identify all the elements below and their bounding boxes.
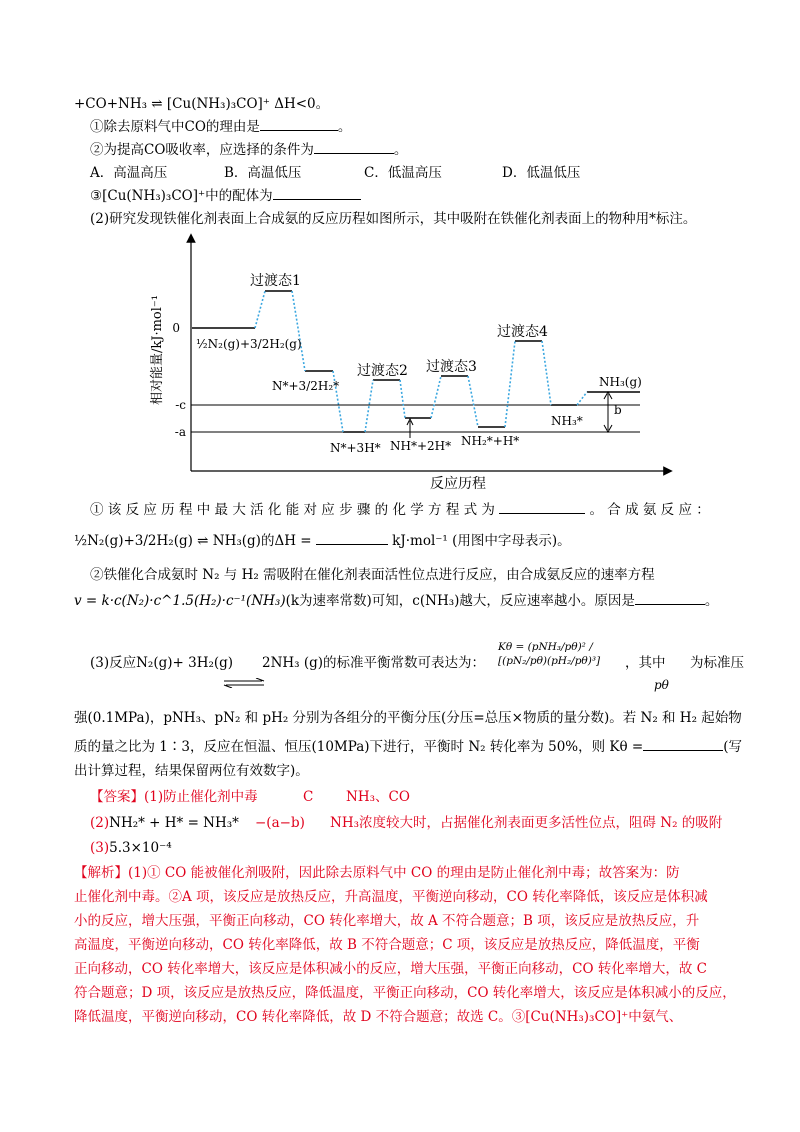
b-label: b — [614, 403, 622, 417]
q2-item1 — [90, 501, 710, 519]
ts-label-1: 过渡态1 — [250, 273, 301, 289]
q1-item1 — [90, 118, 351, 136]
q3-line3 — [74, 738, 742, 756]
q1-item2-text: ②为提高CO吸收率，应选择的条件为 — [90, 142, 314, 158]
answer-2b: −(a−b) — [255, 815, 305, 831]
species-1: N*+3/2H₂* — [272, 379, 340, 393]
p-theta: pθ — [654, 678, 669, 692]
q1-item1-end: 。 — [337, 119, 352, 135]
q3-line1b: 2NH₃ (g)的标准平衡常数可表达为： — [262, 655, 486, 671]
answer-1: (1)防止催化剂中毒 — [144, 789, 258, 805]
q1-item2 — [90, 141, 407, 159]
q2-item2-cont — [74, 592, 718, 610]
species-5: NH₃* — [551, 414, 583, 428]
answer-line3 — [90, 839, 172, 857]
answer-blank[interactable] — [273, 187, 361, 200]
q1-item3 — [90, 187, 361, 205]
analysis-line: 正向移动，CO 转化率增大，该反应是体积减小的反应，增大压强，平衡正向移动，CO 转化率增大，故 C — [74, 961, 707, 977]
q2-item2-end: 。 — [704, 593, 719, 609]
q2-eq: ½N₂(g)+3/2H₂(g) ⇌ NH₃(g) — [74, 533, 261, 549]
q2-unit: kJ·mol⁻¹ (用图中字母表示)。 — [392, 533, 571, 549]
q2-item2: ②铁催化合成氨时 N₂ 与 H₂ 需吸附在催化剂表面活性位点进行反应，由合成氨反应的速率方程 — [90, 567, 655, 583]
k-expression-text: Kθ = (pNH₃/pθ)² / [(pN₂/pθ)(pH₂/pθ)³] — [498, 641, 601, 667]
option-b: B．高温低压 — [224, 165, 302, 181]
q2-item1-text: ① 该 反 应 历 程 中 最 大 活 化 能 对 应 步 骤 的 化 学 方 程 式 为 — [90, 502, 495, 518]
q3-line2: 强(0.1MPa)，pNH₃、pN₂ 和 pH₂ 分别为各组分的平衡分压(分压=总压×物质的量分数)。若 N₂ 和 H₂ 起始物 — [74, 710, 742, 726]
q3-line3-text: 质的量之比为 1∶3，反应在恒温、恒压(10MPa)下进行，平衡时 N₂ 转化率为 50%，则 Kθ = — [74, 739, 644, 755]
species-4: NH₂*+H* — [461, 434, 520, 448]
answer-2-eq: NH₂* + H* = NH₃* — [109, 815, 239, 831]
q2-item1-tail: 。 合 成 氨 反 应 ： — [589, 502, 710, 518]
q2-item2-text: (k为速率常数)可知，c(NH₃)越大，反应速率越小。原因是 — [285, 593, 635, 609]
species-6: NH₃(g) — [599, 375, 642, 389]
ts-label-2: 过渡态2 — [357, 363, 408, 379]
species-start: ½N₂(g)+3/2H₂(g) — [196, 337, 302, 351]
answer-blank[interactable] — [316, 532, 388, 545]
analysis-line: 降低温度，平衡逆向移动，CO 转化率降低，故 D 不符合题意；故选 C。③[Cu(NH₃)₃CO]⁺中氨气、 — [74, 1009, 683, 1025]
answer-3-value: 5.3×10⁻⁴ — [109, 840, 172, 856]
answer-2c: NH₃浓度较大时，占据催化剂表面更多活性位点，阻碍 N₂ 的吸附 — [330, 815, 723, 831]
option-a: A．高温高压 — [90, 165, 168, 181]
q3-line1d: 为标准压 — [690, 655, 744, 671]
answer-3-prefix: (3) — [90, 840, 110, 856]
q2-item1-cont — [74, 532, 571, 550]
answer-line2 — [90, 814, 740, 832]
answer-blank[interactable] — [314, 141, 394, 154]
analysis-line: 【解析】(1)① CO 能被催化剂吸附，因此除去原料气中 CO 的理由是防止催化剂中毒；故答案为：防 — [74, 865, 680, 881]
q3-line3-end: (写 — [723, 739, 743, 755]
tick-0: 0 — [172, 321, 180, 335]
q2-dh: 的ΔH = — [260, 533, 312, 549]
analysis-line: 符合题意；D 项，该反应是放热反应，降低温度，平衡正向移动，CO 转化率增大，该反应是体积减小的反应， — [74, 985, 736, 1001]
q1-item3-text: ③[Cu(NH₃)₃CO]⁺中的配体为 — [90, 188, 273, 204]
analysis-line: 止催化剂中毒。②A 项，该反应是放热反应，升高温度，平衡逆向移动，CO 转化率降低，该反应是体积减 — [74, 889, 708, 905]
answer-line1 — [90, 788, 730, 806]
equilibrium-arrow — [222, 678, 268, 688]
tick-a: -a — [174, 425, 186, 439]
y-axis-label: 相对能量/kJ·mol⁻¹ — [150, 295, 165, 405]
k-expression — [498, 640, 622, 698]
energy-diagram — [0, 228, 800, 496]
x-axis-label: 反应历程 — [430, 476, 486, 492]
answer-blank[interactable] — [499, 501, 585, 514]
q1-item1-text: ①除去原料气中CO的理由是 — [90, 119, 260, 135]
option-d: D．低温低压 — [502, 165, 581, 181]
species-2: N*+3H* — [330, 441, 381, 455]
q3-line4: 出计算过程，结果保留两位有效数字)。 — [74, 763, 309, 779]
answer-blank[interactable] — [643, 738, 723, 751]
analysis-line: 高温度，平衡逆向移动，CO 转化率降低，故 B 不符合题意；C 项，该反应是放热反应，降低温度，平衡 — [74, 937, 700, 953]
answer-blank[interactable] — [635, 592, 705, 605]
q3-line1a: (3)反应N₂(g)+ 3H₂(g) — [90, 655, 234, 671]
analysis-line: 小的反应，增大压强，平衡正向移动，CO 转化率增大，故 A 不符合题意；B 项，该反应是放热反应，升 — [74, 913, 700, 929]
ts-label-4: 过渡态4 — [497, 324, 548, 340]
answer-1b: C — [303, 789, 314, 805]
rate-equation: v = k·c(N₂)·c^1.5(H₂)·c⁻¹(NH₃) — [74, 593, 286, 609]
species-3: NH*+2H* — [390, 439, 452, 453]
tick-c: -c — [175, 398, 186, 412]
answer-blank[interactable] — [260, 118, 338, 131]
q3-line1c: ，其中 — [625, 655, 666, 671]
q1-equation: +CO+NH₃ ⇌ [Cu(NH₃)₃CO]⁺ ΔH<0。 — [74, 96, 330, 112]
option-c: C．低温高压 — [364, 165, 442, 181]
answer-2-prefix: (2) — [90, 815, 110, 831]
q1-item2-end: 。 — [393, 142, 408, 158]
q2-intro: (2)研究发现铁催化剂表面上合成氨的反应历程如图所示，其中吸附在铁催化剂表面上的物种用*标注。 — [90, 211, 697, 227]
answer-label: 【答案】 — [90, 789, 144, 805]
ts-label-3: 过渡态3 — [426, 359, 477, 375]
answer-1c: NH₃、CO — [346, 789, 410, 805]
